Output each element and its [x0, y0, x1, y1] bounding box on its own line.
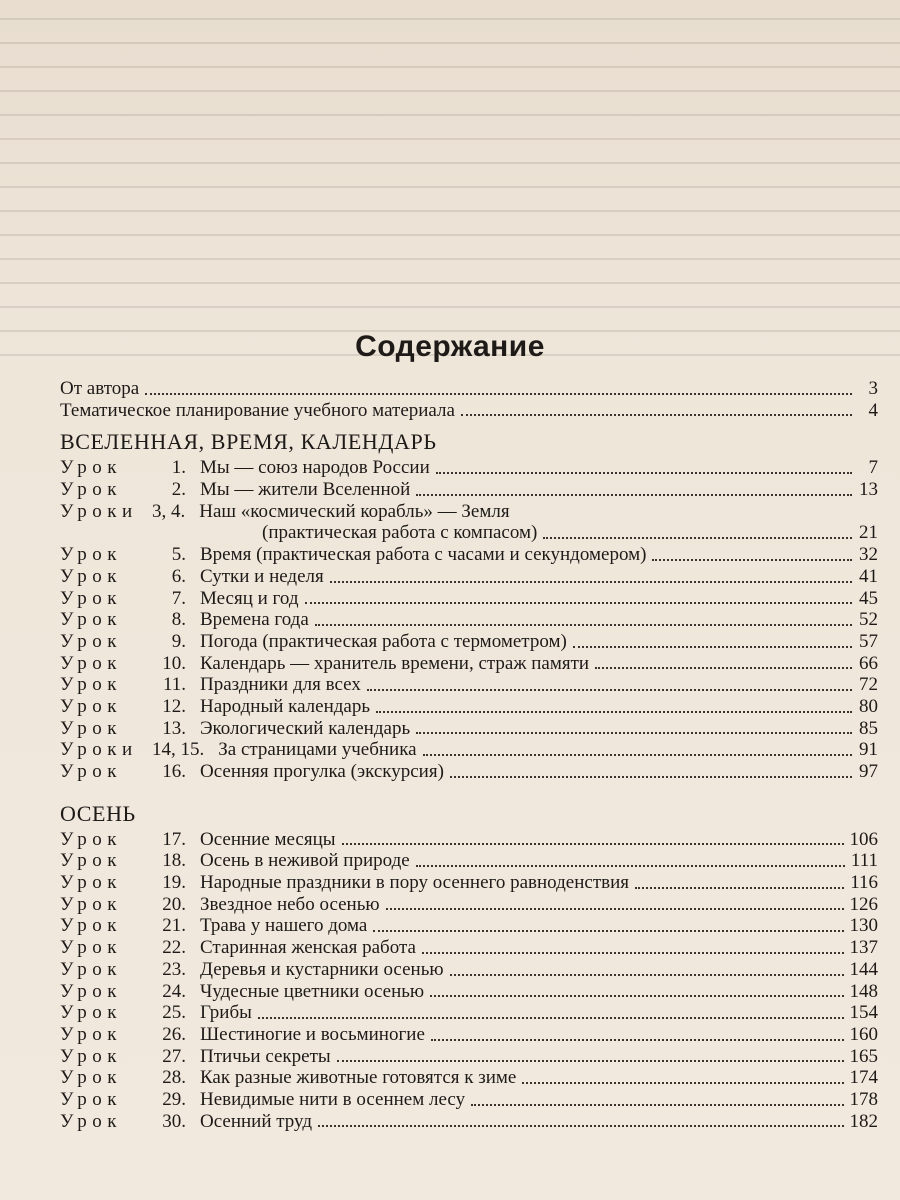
entry-page-number: 66 [859, 652, 878, 674]
table-of-contents [60, 378, 878, 1132]
lesson-label: Урок [60, 872, 123, 894]
lesson-label: Урок [60, 761, 123, 782]
lesson-label: Урок [60, 587, 123, 609]
entry-page-number: 174 [849, 1067, 878, 1089]
lesson-number: 7. [171, 587, 186, 609]
leader-dots [573, 646, 852, 648]
entry-page-number: 160 [849, 1023, 878, 1045]
entry-page-number: 52 [859, 609, 878, 631]
lesson-label: Урок [60, 674, 123, 696]
toc-lesson-entry[interactable] [60, 981, 878, 1003]
entry-page-number: 13 [859, 479, 878, 501]
leader-dots [471, 1104, 843, 1106]
entry-title: Тематическое планирование учебного материала [60, 399, 455, 421]
entry-page-number: 91 [859, 739, 878, 761]
lesson-title: Народные праздники в пору осеннего равноденствия [200, 872, 630, 894]
lesson-label: Урок [60, 937, 123, 959]
lesson-number: 30. [162, 1110, 186, 1132]
lesson-label: Урок [60, 630, 123, 652]
toc-sections [60, 427, 878, 1132]
leader-dots [543, 537, 852, 539]
entry-page-number: 85 [859, 717, 878, 739]
toc-lesson-entry[interactable] [60, 588, 878, 610]
lesson-title: Экологический календарь [200, 717, 411, 739]
lesson-number: 9. [171, 630, 186, 652]
lesson-number: 2. [171, 479, 186, 501]
toc-lesson-entry[interactable] [60, 1067, 878, 1089]
leader-dots [522, 1082, 843, 1084]
entry-page-number: 45 [859, 587, 878, 609]
lesson-number: 25. [162, 1002, 186, 1024]
lesson-number: 16. [162, 761, 186, 782]
leader-dots [416, 865, 845, 867]
lesson-number: 17. [162, 828, 186, 850]
toc-lesson-entry[interactable] [60, 761, 878, 783]
toc-lesson-entry[interactable] [60, 479, 878, 501]
leader-dots [635, 887, 844, 889]
lesson-title: Осенний труд [200, 1110, 312, 1132]
leader-dots [431, 1039, 844, 1041]
section-spacer [60, 783, 878, 793]
lesson-number: 8. [171, 609, 186, 631]
lesson-label: Урок [60, 457, 123, 479]
entry-page-number: 111 [850, 850, 878, 872]
page-title: Содержание [355, 330, 545, 363]
leader-dots [373, 930, 843, 932]
lesson-label: Урок [60, 1002, 123, 1024]
toc-lesson-entry[interactable] [60, 1111, 878, 1133]
toc-lesson-entry[interactable] [60, 1002, 878, 1024]
toc-lesson-entry[interactable] [60, 501, 878, 523]
lesson-title: Календарь — хранитель времени, страж памяти [200, 652, 590, 674]
lesson-title: Месяц и год [200, 587, 299, 609]
lesson-title: Деревья и кустарники осенью [200, 958, 444, 980]
lesson-number: 12. [162, 695, 186, 717]
entry-page-number: 148 [849, 980, 878, 1002]
lesson-label: Урок [60, 850, 123, 872]
lesson-label: Урок [60, 980, 123, 1002]
toc-lesson-entry[interactable] [60, 959, 878, 981]
entry-page-number: 72 [859, 674, 878, 696]
lesson-number: 1. [171, 457, 186, 479]
section-heading: ОСЕНЬ [60, 800, 136, 826]
lesson-label: Урок [60, 958, 123, 980]
lesson-number: 28. [162, 1067, 186, 1089]
leader-dots [145, 393, 852, 395]
lesson-number: 11. [162, 674, 186, 696]
lesson-title: Время (практическая работа с часами и секундомером) [200, 544, 647, 566]
entry-page-number: 182 [849, 1110, 878, 1132]
lesson-number: 22. [162, 937, 186, 959]
toc-lesson-entry[interactable] [60, 829, 878, 851]
lesson-title: Чудесные цветники осенью [200, 980, 425, 1002]
lesson-label: Урок [60, 717, 123, 739]
lesson-number: 21. [162, 915, 186, 937]
lesson-title: Праздники для всех [200, 674, 361, 696]
lesson-number: 20. [162, 893, 186, 915]
leader-dots [422, 952, 844, 954]
lesson-label: Урок [60, 609, 123, 631]
toc-lesson-entry[interactable] [60, 631, 878, 653]
lesson-title: Осенние месяцы [200, 828, 336, 850]
leader-dots [258, 1017, 844, 1019]
lesson-number: 6. [171, 565, 186, 587]
toc-lesson-entry[interactable] [60, 544, 878, 566]
leader-dots [423, 754, 852, 756]
toc-lesson-entry-continuation[interactable] [60, 522, 878, 544]
lesson-label: Урок [60, 1067, 123, 1089]
toc-lesson-entry[interactable] [60, 609, 878, 631]
leader-dots [330, 581, 852, 583]
lesson-title: Народный календарь [200, 695, 371, 717]
entry-page-number: 21 [859, 522, 878, 544]
leader-dots [367, 689, 852, 691]
section-heading: ВСЕЛЕННАЯ, ВРЕМЯ, КАЛЕНДАРЬ [60, 429, 437, 455]
lesson-label: Урок [60, 1110, 123, 1132]
lesson-number: 13. [162, 717, 186, 739]
lesson-title: Времена года [200, 609, 309, 631]
entry-page-number: 32 [859, 544, 878, 566]
leader-dots [305, 602, 853, 604]
leader-dots [416, 732, 852, 734]
toc-lesson-entry[interactable] [60, 674, 878, 696]
entry-page-number: 165 [849, 1045, 878, 1067]
toc-lesson-entry[interactable] [60, 739, 878, 761]
toc-lesson-entry[interactable] [60, 1089, 878, 1111]
toc-lesson-entry[interactable] [60, 653, 878, 675]
lesson-title: Мы — жители Вселенной [200, 479, 411, 501]
toc-lesson-entry[interactable] [60, 850, 878, 872]
leader-dots [652, 559, 852, 561]
lesson-label: Урок [60, 1088, 123, 1110]
lesson-title: Погода (практическая работа с термометром) [200, 630, 567, 652]
leader-dots [450, 776, 852, 778]
entry-page-number: 3 [868, 378, 878, 399]
lesson-label: Урок [60, 652, 123, 674]
leader-dots [337, 1060, 844, 1062]
lesson-label: Урок [60, 695, 123, 717]
toc-lesson-entry[interactable] [60, 1046, 878, 1068]
leader-dots [315, 624, 852, 626]
lesson-label: Урок [60, 828, 123, 850]
leader-dots [461, 414, 852, 416]
entry-page-number: 178 [849, 1088, 878, 1110]
lesson-number: 27. [162, 1045, 186, 1067]
lesson-label: Урок [60, 565, 123, 587]
toc-front-entry[interactable] [60, 378, 878, 400]
lesson-title: Шестиногие и восьминогие [200, 1023, 425, 1045]
leader-dots [450, 974, 844, 976]
entry-page-number: 137 [849, 937, 878, 959]
lesson-number: 10. [162, 652, 186, 674]
leader-dots [318, 1125, 844, 1127]
toc-lesson-entry[interactable] [60, 566, 878, 588]
leader-dots [386, 908, 844, 910]
leader-dots [376, 711, 852, 713]
lesson-number: 18. [162, 850, 186, 872]
lesson-title: Старинная женская работа [200, 937, 416, 959]
lesson-number: 23. [162, 958, 186, 980]
toc-front-entry[interactable] [60, 400, 878, 422]
lesson-title: Наш «космический корабль» — Земля [199, 500, 510, 522]
toc-lesson-entry[interactable] [60, 872, 878, 894]
entry-page-number: 57 [859, 630, 878, 652]
lesson-title: Звездное небо осенью [200, 893, 380, 915]
entry-page-number: 41 [859, 565, 878, 587]
entry-page-number: 116 [850, 872, 878, 894]
leader-dots [416, 494, 852, 496]
lesson-title: Невидимые нити в осеннем лесу [200, 1088, 466, 1110]
lesson-number: 29. [162, 1088, 186, 1110]
entry-page-number: 144 [849, 958, 878, 980]
entry-page-number: 80 [859, 695, 878, 717]
toc-lesson-entry[interactable] [60, 915, 878, 937]
lesson-label: Уроки [60, 739, 138, 761]
lesson-title: За страницами учебника [218, 739, 417, 761]
lesson-title: Как разные животные готовятся к зиме [200, 1067, 517, 1089]
lesson-title: Мы — союз народов России [200, 457, 430, 479]
lesson-number: 19. [162, 872, 186, 894]
reverse-side-bleed-through [0, 0, 900, 360]
lesson-title: Трава у нашего дома [200, 915, 368, 937]
entry-page-number: 97 [859, 761, 878, 782]
entry-page-number: 126 [849, 893, 878, 915]
entry-page-number: 106 [849, 828, 878, 850]
leader-dots [342, 843, 844, 845]
entry-title: От автора [60, 378, 140, 399]
entry-page-number: 7 [868, 457, 878, 479]
lesson-label: Урок [60, 893, 123, 915]
entry-page-number: 4 [868, 399, 878, 421]
lesson-label: Уроки [60, 500, 138, 522]
toc-lesson-entry[interactable] [60, 718, 878, 740]
toc-lesson-entry[interactable] [60, 457, 878, 479]
lesson-title: Сутки и неделя [200, 565, 324, 587]
toc-lesson-entry[interactable] [60, 696, 878, 718]
lesson-label: Урок [60, 479, 123, 501]
toc-lesson-entry[interactable] [60, 894, 878, 916]
lesson-number: 3, 4. [152, 500, 186, 522]
toc-lesson-entry[interactable] [60, 937, 878, 959]
lesson-label: Урок [60, 544, 123, 566]
lesson-label: Урок [60, 1023, 123, 1045]
lesson-label: Урок [60, 915, 123, 937]
lesson-title: Осенняя прогулка (экскурсия) [200, 761, 444, 782]
lesson-title: Грибы [200, 1002, 252, 1024]
lesson-number: 14, 15. [152, 739, 205, 761]
entry-page-number: 130 [849, 915, 878, 937]
lesson-title-continuation: (практическая работа с компасом) [262, 522, 538, 544]
lesson-title: Осень в неживой природе [200, 850, 410, 872]
lesson-number: 24. [162, 980, 186, 1002]
leader-dots [436, 472, 852, 474]
toc-lesson-entry[interactable] [60, 1024, 878, 1046]
lesson-title: Птичьи секреты [200, 1045, 331, 1067]
leader-dots [595, 667, 852, 669]
lesson-number: 5. [171, 544, 186, 566]
lesson-label: Урок [60, 1045, 123, 1067]
lesson-number: 26. [162, 1023, 186, 1045]
leader-dots [430, 995, 843, 997]
entry-page-number: 154 [849, 1002, 878, 1024]
